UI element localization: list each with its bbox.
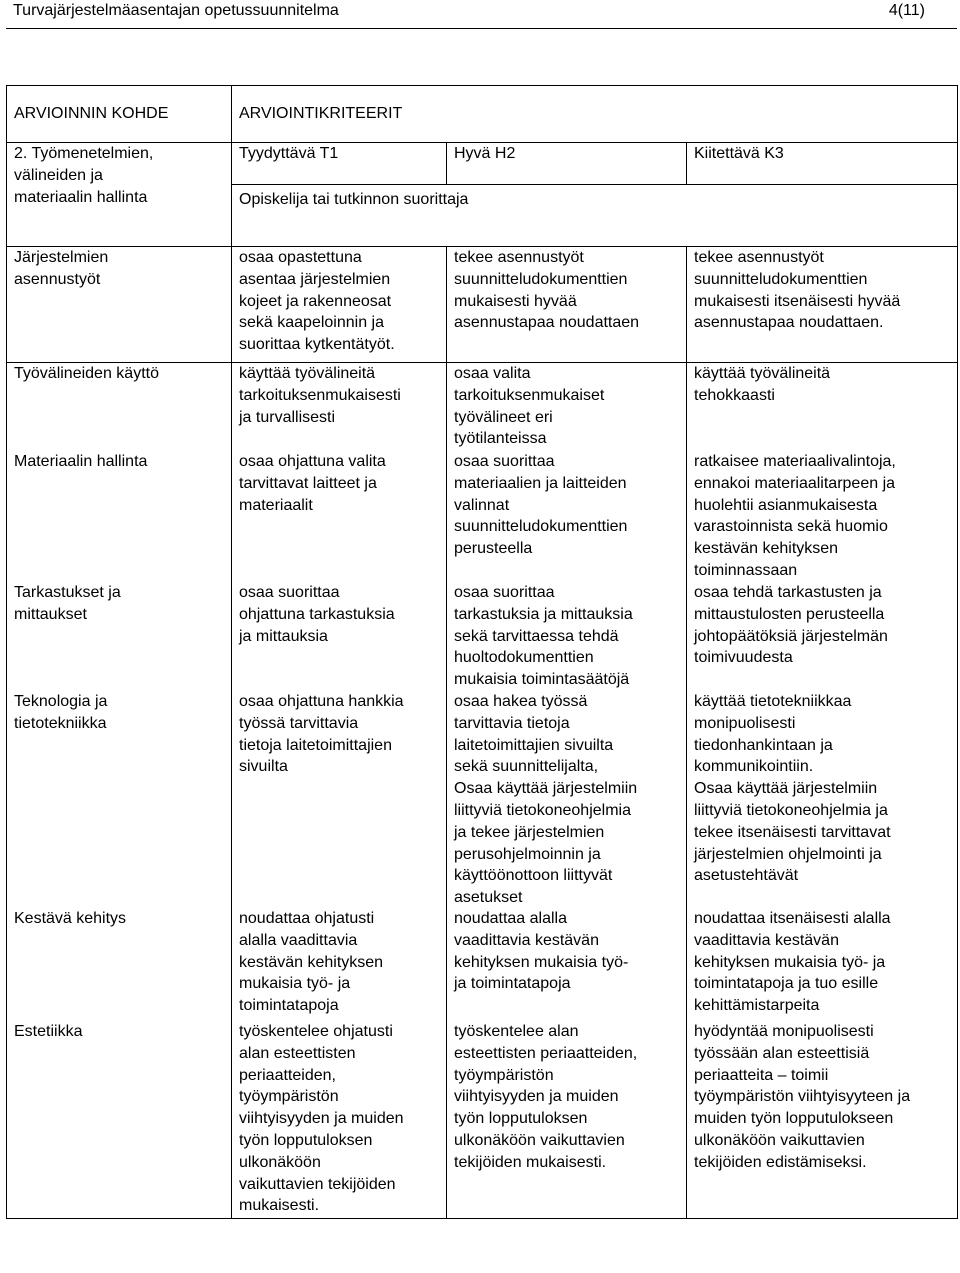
t1-criteria-cell bbox=[232, 363, 447, 1219]
criteria-body-row bbox=[7, 363, 958, 1219]
k3-materials: ratkaisee materiaalivalintoja, ennakoi materiaalitarpeen ja huolehtii asianmukaisesta varastoinnista sekä huomio kestävän kehityksen toiminnassaan bbox=[694, 453, 896, 579]
heading-target bbox=[7, 86, 232, 143]
h2-inspections: osaa suorittaa tarkastuksia ja mittauksia sekä tarvittaessa tehdä huoltodokumenttien mukaisia toimintasäätöjä bbox=[454, 584, 633, 689]
installation-target-cell bbox=[7, 247, 232, 363]
level-k3: Kiitettävä K3 bbox=[694, 145, 784, 162]
heading-target-label: ARVIOINNIN KOHDE bbox=[14, 105, 169, 123]
h2-sustainability: noudattaa alalla vaadittavia kestävän kehityksen mukaisia työ- ja toimintatapoja bbox=[454, 910, 629, 993]
h2-criteria-cell bbox=[447, 363, 687, 1219]
h2-tools: osaa valita tarkoituksenmukaiset työvälineet eri työtilanteissa bbox=[454, 365, 605, 448]
installation-target: Järjestelmien asennustyöt bbox=[14, 249, 109, 288]
heading-criteria bbox=[232, 86, 958, 143]
document-title: Turvajärjestelmäasentajan opetussuunnitelma bbox=[13, 2, 339, 19]
heading-criteria-label: ARVIOINTIKRITEERIT bbox=[239, 105, 403, 123]
target-sustainability: Kestävä kehitys bbox=[14, 910, 127, 927]
page-header bbox=[13, 0, 925, 26]
h2-materials: osaa suorittaa materiaalien ja laitteiden valinnat suunnitteludokumenttien perusteella bbox=[454, 453, 628, 558]
assessment-table bbox=[6, 85, 958, 1219]
targets-cell bbox=[7, 363, 232, 1219]
k3-technology: käyttää tietotekniikkaa monipuolisesti tiedonhankintaan ja kommunikointiin. Osaa käyttää järjestelmiin liittyviä tietokoneohjelmia ja tekee itsenäisesti tarvittavat järjestelmien ohjelmointi ja asetustehtävät bbox=[694, 693, 891, 885]
k3-aesthetics: hyödyntää monipuolisesti työssään alan esteettisiä periaatteita – toimii työympäristön viihtyisyyteen ja muiden työn lopputulokseen ulkonäköön vaikuttavien tekijöiden edistämiseksi. bbox=[694, 1023, 911, 1171]
k3-tools: käyttää työvälineitä tehokkaasti bbox=[694, 365, 831, 404]
installation-t1: osaa opastettuna asentaa järjestelmien kojeet ja rakenneosat sekä kaapeloinnin ja suorittaa kytkentätyöt. bbox=[239, 249, 395, 354]
k3-criteria-cell bbox=[687, 363, 958, 1219]
level-t1: Tyydyttävä T1 bbox=[239, 145, 339, 162]
target-inspections: Tarkastukset ja mittaukset bbox=[14, 584, 121, 623]
section-title-cell bbox=[7, 143, 232, 247]
target-technology: Teknologia ja tietotekniikka bbox=[14, 693, 108, 732]
level-k3-cell bbox=[687, 143, 958, 185]
h2-technology: osaa hakea työssä tarvittavia tietoja laitetoimittajien sivuilta sekä suunnittelijalta, Osaa käyttää järjestelmiin liittyviä tietokoneohjelmia ja tekee järjestelmien perusohjelmoinnin ja käyttöönottoon liittyvät asetukset bbox=[454, 693, 638, 907]
section-levels-row bbox=[7, 143, 958, 185]
subject-note-cell bbox=[232, 185, 958, 247]
t1-tools: käyttää työvälineitä tarkoituksenmukaisesti ja turvallisesti bbox=[239, 365, 401, 426]
subject-note: Opiskelija tai tutkinnon suorittaja bbox=[239, 191, 469, 209]
table-heading-row bbox=[7, 86, 958, 143]
h2-aesthetics: työskentelee alan esteettisten periaatteiden, työympäristön viihtyisyyden ja muiden työn lopputuloksen ulkonäköön vaikuttavien tekijöiden mukaisesti. bbox=[454, 1023, 638, 1171]
installation-t1-cell bbox=[232, 247, 447, 363]
k3-inspections: osaa tehdä tarkastusten ja mittaustulosten perusteella johtopäätöksiä järjestelmän toimivuudesta bbox=[694, 584, 888, 667]
level-t1-cell bbox=[232, 143, 447, 185]
section-title: 2. Työmenetelmien, välineiden ja materiaalin hallinta bbox=[14, 145, 154, 206]
installation-k3-cell bbox=[687, 247, 958, 363]
t1-technology: osaa ohjattuna hankkia työssä tarvittavia tietoja laitetoimittajien sivuilta bbox=[239, 693, 404, 776]
level-h2: Hyvä H2 bbox=[454, 145, 516, 162]
installation-h2-cell bbox=[447, 247, 687, 363]
t1-aesthetics: työskentelee ohjatusti alan esteettisten periaatteiden, työympäristön viihtyisyyden ja muiden työn lopputuloksen ulkonäköön vaikuttavien tekijöiden mukaisesti. bbox=[239, 1023, 404, 1215]
target-materials: Materiaalin hallinta bbox=[14, 453, 148, 470]
t1-materials: osaa ohjattuna valita tarvittavat laitteet ja materiaalit bbox=[239, 453, 386, 514]
k3-sustainability: noudattaa itsenäisesti alalla vaadittavia kestävän kehityksen mukaisia työ- ja toimintatapoja ja tuo esille kehittämistarpeita bbox=[694, 910, 891, 1015]
page-number: 4(11) bbox=[888, 2, 925, 19]
t1-sustainability: noudattaa ohjatusti alalla vaadittavia kestävän kehityksen mukaisia työ- ja toimintatapoja bbox=[239, 910, 384, 1015]
installation-h2: tekee asennustyöt suunnitteludokumenttien mukaisesti hyvää asennustapaa noudattaen bbox=[454, 249, 640, 332]
installation-row bbox=[7, 247, 958, 363]
installation-k3: tekee asennustyöt suunnitteludokumenttien mukaisesti itsenäisesti hyvää asennustapaa noudattaen. bbox=[694, 249, 901, 332]
header-divider bbox=[6, 28, 957, 29]
t1-inspections: osaa suorittaa ohjattuna tarkastuksia ja mittauksia bbox=[239, 584, 395, 645]
target-tools: Työvälineiden käyttö bbox=[14, 365, 159, 382]
target-aesthetics: Estetiikka bbox=[14, 1023, 83, 1040]
level-h2-cell bbox=[447, 143, 687, 185]
